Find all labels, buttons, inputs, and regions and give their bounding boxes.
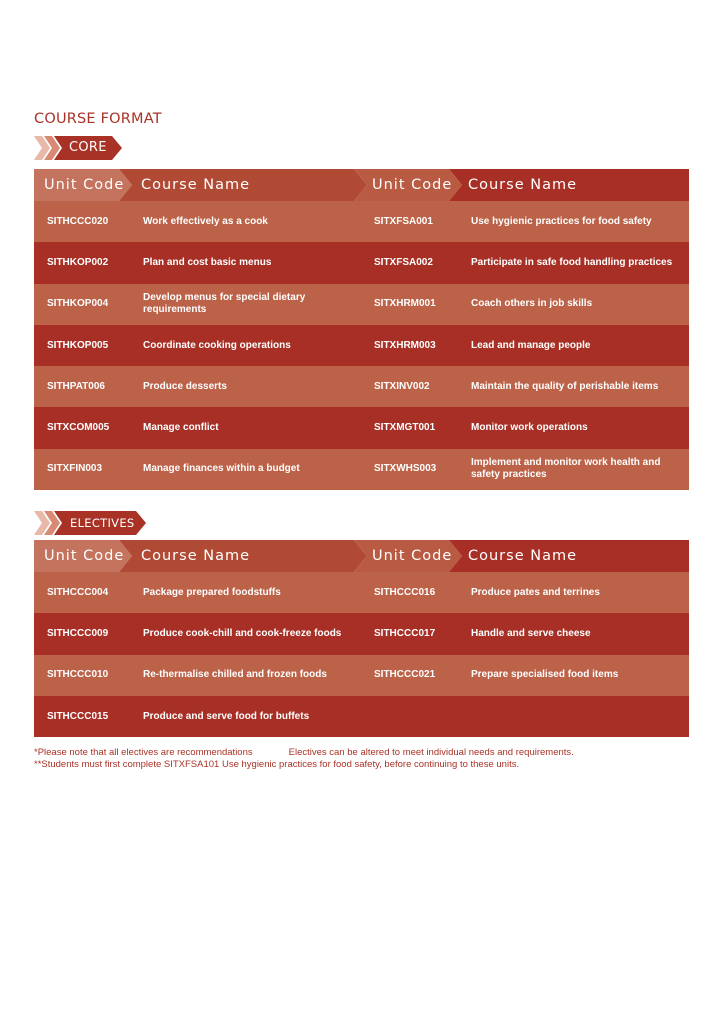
course-name: Use hygienic practices for food safety [471, 215, 652, 227]
footnote-line-2: **Students must first complete SITXFSA101 Use hygienic practices for food safety, before continuing to these units. [34, 759, 520, 770]
unit-code: SITXHRM001 [374, 298, 436, 310]
header-background [34, 540, 689, 572]
unit-code: SITHCCC021 [374, 669, 436, 681]
course-name: Handle and serve cheese [471, 627, 591, 639]
course-name: Plan and cost basic menus [143, 256, 272, 268]
unit-code: SITHCCC004 [47, 586, 109, 598]
course-name: Produce desserts [143, 380, 227, 392]
table-row [34, 201, 689, 242]
course-name: Produce pates and terrines [471, 586, 600, 598]
header-background [34, 169, 689, 201]
unit-code: SITXINV002 [374, 380, 430, 392]
table-row [34, 449, 689, 490]
unit-code: SITHCCC016 [374, 586, 436, 598]
course-name: Participate in safe food handling practices [471, 256, 673, 268]
unit-code: SITHPAT006 [47, 380, 105, 392]
core-banner [34, 136, 124, 160]
footnote-recommendations: *Please note that all electives are recommendations [34, 747, 253, 758]
course-name: Package prepared foodstuffs [143, 586, 281, 598]
table-row [34, 613, 689, 654]
unit-code: SITHCCC010 [47, 669, 109, 681]
core-table-header [34, 169, 689, 201]
course-name: Manage finances within a budget [143, 463, 300, 475]
table-row [34, 696, 689, 737]
table-row [34, 407, 689, 448]
section-title: COURSE FORMAT [34, 111, 162, 127]
course-name: Coach others in job skills [471, 298, 593, 310]
electives-header-course-name-2: Course Name [468, 548, 578, 564]
unit-code: SITHCCC015 [47, 710, 109, 722]
course-name: Maintain the quality of perishable items [471, 380, 659, 392]
unit-code: SITXFIN003 [47, 463, 103, 475]
unit-code: SITXCOM005 [47, 422, 110, 434]
course-name: Manage conflict [143, 422, 219, 434]
unit-code: SITXMGT001 [374, 422, 436, 434]
course-name [471, 696, 685, 737]
core-header-course-name-1: Course Name [141, 177, 251, 193]
electives-header-course-name-1: Course Name [141, 548, 251, 564]
unit-code: SITHCCC020 [47, 215, 109, 227]
course-name: Develop menus for special dietary requirements [143, 292, 306, 316]
unit-code: SITHCCC017 [374, 627, 436, 639]
course-name: Lead and manage people [471, 339, 591, 351]
core-table-body [34, 201, 689, 490]
unit-code: SITHKOP004 [47, 298, 109, 310]
course-name: Implement and monitor work health and safety practices [471, 457, 661, 481]
unit-code: SITXWHS003 [374, 463, 437, 475]
electives-table-header [34, 540, 689, 572]
course-name: Produce cook-chill and cook-freeze foods [143, 627, 342, 639]
course-name: Re-thermalise chilled and frozen foods [143, 669, 327, 681]
unit-code: SITXFSA001 [374, 215, 433, 227]
electives-banner-label: ELECTIVES [70, 516, 135, 530]
table-row [34, 572, 689, 613]
unit-code: SITXFSA002 [374, 256, 433, 268]
footnote-line-1 [34, 747, 694, 759]
electives-header-unit-code-2: Unit Code [372, 548, 453, 564]
course-name: Produce and serve food for buffets [143, 710, 310, 722]
unit-code [374, 696, 464, 737]
table-row [34, 325, 689, 366]
core-banner-label: CORE [69, 140, 107, 155]
electives-table-body [34, 572, 689, 737]
unit-code: SITHKOP005 [47, 339, 109, 351]
course-name: Coordinate cooking operations [143, 339, 291, 351]
footnote-electives-altered: Electives can be altered to meet individual needs and requirements. [288, 747, 574, 758]
footnotes [34, 747, 694, 771]
electives-header-unit-code-1: Unit Code [44, 548, 125, 564]
unit-code: SITXHRM003 [374, 339, 436, 351]
unit-code: SITHKOP002 [47, 256, 109, 268]
course-name: Prepare specialised food items [471, 669, 619, 681]
electives-banner [34, 511, 149, 535]
table-row [34, 366, 689, 407]
table-row [34, 284, 689, 325]
unit-code: SITHCCC009 [47, 627, 109, 639]
core-header-course-name-2: Course Name [468, 177, 578, 193]
course-name: Work effectively as a cook [143, 215, 268, 227]
course-name: Monitor work operations [471, 422, 588, 434]
core-header-unit-code-1: Unit Code [44, 177, 125, 193]
core-header-unit-code-2: Unit Code [372, 177, 453, 193]
table-row [34, 242, 689, 283]
table-row [34, 655, 689, 696]
